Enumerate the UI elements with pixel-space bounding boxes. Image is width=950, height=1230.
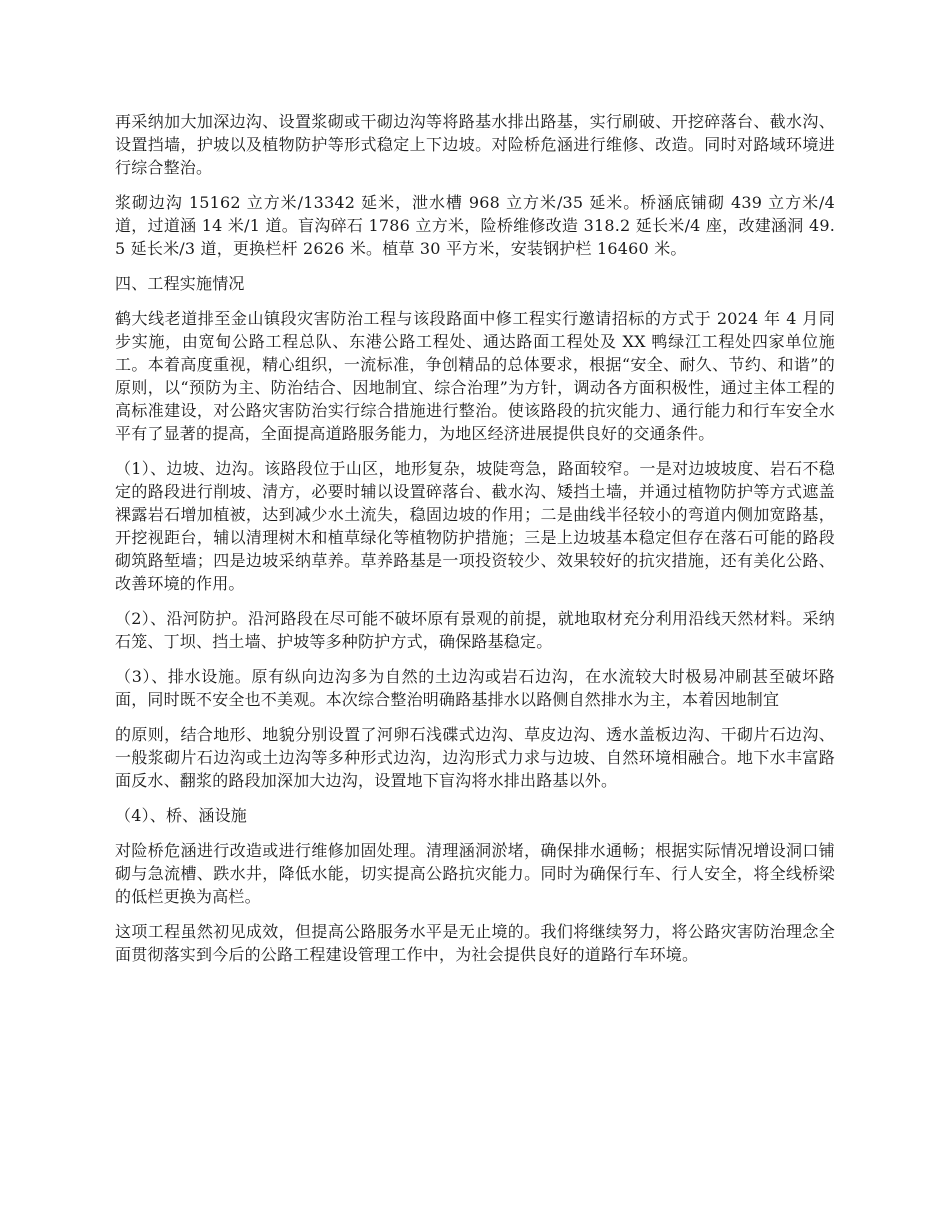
paragraph-conclusion: 这项工程虽然初见成效，但提高公路服务水平是无止境的。我们将继续努力，将公路灾害防治理念全面贯彻落实到今后的公路工程建设管理工作中，为社会提供良好的道路行车环境。 bbox=[115, 922, 835, 964]
subheading-bridges-culverts: （4）、桥、涵设施 bbox=[115, 806, 247, 825]
section-heading-implementation: 四、工程实施情况 bbox=[115, 274, 245, 293]
paragraph-quantities: 浆砌边沟 15162 立方米/13342 延米，泄水槽 968 立方米/35 延米。桥涵底铺砌 439 立方米/4 道，过道涵 14 米/1 道。盲沟碎石 1786 立方米，险桥维修改造 318.2 延长米/4 座，改建涵洞 49.5 延长米/3 道，更换栏杆 2626 米。植草 30 平方米，安装钢护栏 16460 米。 bbox=[115, 193, 835, 258]
paragraph-bridges-culverts: 对险桥危涵进行改造或进行维修加固处理。清理涵洞淤堵，确保排水通畅；根据实际情况增设洞口铺砌与急流槽、跌水井，降低水能，切实提高公路抗灾能力。同时为确保行车、行人安全，将全线桥梁的低栏更换为高栏。 bbox=[115, 841, 835, 906]
paragraph-implementation-overview: 鹤大线老道排至金山镇段灾害防治工程与该段路面中修工程实行邀请招标的方式于 2024 年 4 月同步实施，由宽甸公路工程总队、东港公路工程处、通达路面工程处及 XX 鸭绿江工程处四家单位施工。本着高度重视，精心组织，一流标准，争创精品的总体要求，根据“安全、耐久、节约、和谐”的原则，以“预防为主、防治结合、因地制宜、综合治理”为方针，调动各方面积极性，通过主体工程的高标准建设，对公路灾害防治实行综合措施进行整治。使该路段的抗灾能力、通行能力和行车安全水平有了显著的提高，全面提高道路服务能力，为地区经济进展提供良好的交通条件。 bbox=[115, 309, 835, 443]
paragraph-drainage-continued: 的原则，结合地形、地貌分别设置了河卵石浅碟式边沟、草皮边沟、透水盖板边沟、干砌片石边沟、一般浆砌片石边沟或土边沟等多种形式边沟，边沟形式力求与边坡、自然环境相融合。地下水丰富路面反水、翻浆的路段加深加大边沟，设置地下盲沟将水排出路基以外。 bbox=[115, 725, 835, 790]
paragraph-slopes-ditches: （1）、边坡、边沟。该路段位于山区，地形复杂，坡陡弯急，路面较窄。一是对边坡坡度、岩石不稳定的路段进行削坡、清方，必要时辅以设置碎落台、截水沟、矮挡土墙，并通过植物防护等方式遮盖裸露岩石增加植被，达到减少水土流失，稳固边坡的作用；二是曲线半径较小的弯道内侧加宽路基，开挖视距台，辅以清理树木和植草绿化等植物防护措施；三是上边坡基本稳定但存在落石可能的路段砌筑路堑墙；四是边坡采纳草养。草养路基是一项投资较少、效果较好的抗灾措施，还有美化公路、改善环境的作用。 bbox=[115, 459, 835, 593]
paragraph-drainage-measures: 再采纳加大加深边沟、设置浆砌或干砌边沟等将路基水排出路基，实行刷破、开挖碎落台、截水沟、设置挡墙，护坡以及植物防护等形式稳定上下边坡。对险桥危涵进行维修、改造。同时对路域环境进行综合整治。 bbox=[115, 112, 835, 177]
paragraph-river-protection: （2）、沿河防护。沿河路段在尽可能不破坏原有景观的前提，就地取材充分利用沿线天然材料。采纳石笼、丁坝、挡土墙、护坡等多种防护方式，确保路基稳定。 bbox=[115, 609, 835, 651]
document-body bbox=[115, 110, 835, 978]
paragraph-drainage-facilities: （3）、排水设施。原有纵向边沟多为自然的土边沟或岩石边沟，在水流较大时极易冲刷甚至破坏路面，同时既不安全也不美观。本次综合整治明确路基排水以路侧自然排水为主，本着因地制宜 bbox=[115, 667, 835, 709]
